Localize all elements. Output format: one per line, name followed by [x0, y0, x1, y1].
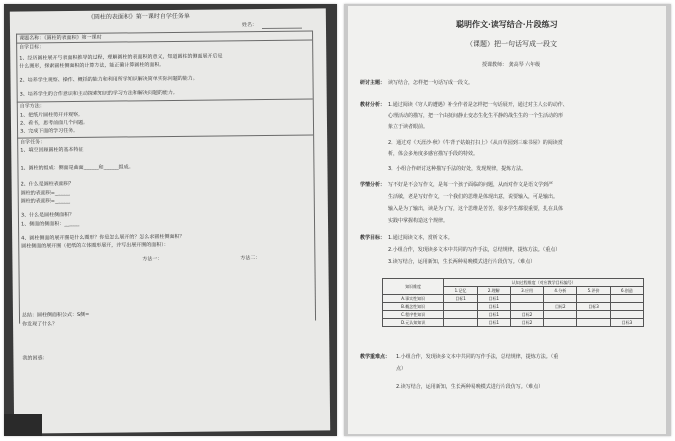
worksheet-page: [10, 8, 330, 433]
table-head-cell: 1.记忆: [444, 287, 477, 295]
question-2: 2、什么是圆柱表面积？: [20, 181, 74, 188]
table-head-cell: 4.分析: [544, 287, 577, 295]
table-row: [383, 319, 644, 327]
table-row: [383, 311, 644, 319]
table-cell: [544, 295, 577, 303]
key-line: 1.小组合作，发现读多文本中共同的写作手法，总结规律，提炼方法。（重: [396, 354, 559, 360]
name-underline: [262, 28, 302, 29]
table-cell: D.元认知知识: [383, 319, 444, 327]
analysis-label: 教材分析：: [360, 102, 386, 108]
teach-label: 教学目标：: [360, 235, 386, 241]
table-head-cell: 3.应用: [510, 287, 543, 295]
lesson-subtitle: （课题）把一句话写成一段文: [466, 40, 557, 48]
teach-line: 1.通过阅读文本，赏析文本。: [388, 235, 453, 241]
table-cell: [510, 303, 543, 311]
table-cell: 目标2: [544, 303, 577, 311]
tasks-heading: 自学任务：: [20, 139, 46, 146]
table-cell: [577, 311, 610, 319]
table-row: [383, 295, 644, 303]
analysis-line: 析，体会多角度多感官描写手段的特效。: [388, 151, 479, 157]
topic-label: 研讨主题：: [360, 80, 386, 86]
student-label: 学情分析：: [360, 182, 386, 188]
question-3: 3、什么是圆柱侧面积？: [20, 212, 75, 219]
analysis-line: 心理活动的描写，把一个由抚间静止变态生化生平静的战生生的一个生活动的形: [388, 113, 564, 119]
box-right: [312, 30, 316, 320]
student-line: 输入是为了输出，读是为了写，这个思维是苦苦，很多学生都很重要，扎在具体: [388, 206, 564, 212]
answer-line: 圆柱的表面积=______: [20, 190, 70, 197]
goal-line: 2、培养学生观察、操作、概括的能力和利用所学知识解决简单实际问题的能力。: [19, 75, 198, 84]
method-line: 1、把纸片圆柱剪开并观察。: [19, 111, 84, 119]
table-cell: 目标3: [577, 303, 610, 311]
goals-heading: 自学目标：: [19, 44, 45, 51]
analysis-line: 3．小组合作研讨这种描写手法的好处，发现规律，提炼方法。: [388, 166, 527, 172]
method-line: 2、看书，思考前面几个问题。: [19, 119, 89, 127]
topic-text: 读写结合，怎样把一句话写成一段文。: [388, 80, 474, 86]
table-head-cell: 知识维度: [383, 279, 444, 295]
table-cell: [577, 319, 610, 327]
doubts-label: 我的困惑：: [22, 355, 48, 362]
table-cell: 目标3: [610, 319, 643, 327]
answer-line: 1、侧面的侧面积：______: [20, 220, 80, 228]
table-cell: B.概念性知识: [383, 303, 444, 311]
student-line: 实践中掌握构造这个规律。: [388, 218, 449, 224]
teach-line: 2.小组合作，发现读多文本中共同的写作手法，总结规律，提炼方法。（重点）: [388, 247, 561, 253]
row-divider: [17, 98, 313, 102]
answer-line: 圆柱的表面积=______: [20, 198, 71, 205]
table-cell: 目标1: [477, 303, 510, 311]
table-head-cell: 6.创造: [610, 287, 643, 295]
method-two-label: 方法二：: [240, 255, 261, 262]
table-cell: [544, 319, 577, 327]
method-heading: 自学方法：: [19, 103, 45, 110]
table-cell: [444, 319, 477, 327]
table-row: [383, 303, 644, 311]
key-label: 教学重难点：: [360, 354, 391, 360]
table-cell: 目标2: [510, 311, 543, 319]
method-line: 3、完成下面的学习任务。: [20, 127, 79, 135]
topic-line: 课题名称：《圆柱的表面积》第一课时: [19, 34, 102, 42]
goal-line: 3、培养学生的合作意识和主动探索知识的学习方法和解决问题的能力。: [19, 89, 178, 98]
left-photo: [4, 4, 337, 436]
table-cell: [444, 303, 477, 311]
question-4: 4、圆柱侧面的展开图是什么图形？你是怎么展开的？怎么求圆柱侧面积？: [21, 233, 185, 242]
table-cell: [610, 295, 643, 303]
student-line: 写不好是不会写作文，是每一个孩子面临的问题，从而对作文是语文学到严: [388, 182, 554, 188]
table-cell: 目标1: [477, 319, 510, 327]
analysis-line: 2．通过对《天涯沙·秋》《牛背子姑娘打扫上》《从百草园到三味书屋》的阅读赏: [388, 140, 563, 146]
key-line: 2.读写结合，运用新知，生长两种易晚模式进行片段仿写。（难点）: [396, 384, 544, 390]
table-cell: [577, 295, 610, 303]
summary-line: 总结：圆柱侧面积公式：S侧=: [21, 311, 90, 319]
lesson-plan-page: [348, 6, 666, 434]
table-cell: 目标1: [444, 295, 477, 303]
name-label: 姓名：: [241, 22, 258, 29]
method-one-label: 方法一：: [142, 256, 163, 263]
student-line: 生活敏，老是写好作文，一个我们的思维是体现出意，说要输入，可是输出。: [388, 194, 559, 200]
teach-line: 3.读写结合，运用新知，生长两种易晚模式进行片段仿写。（难点）: [388, 259, 536, 265]
goal-line: 什么图形，探索圆柱侧面积的计算方法，能正确计算圆柱的面积。: [19, 62, 165, 70]
lesson-title: 聪明作文·读写结合·片段练习: [456, 19, 558, 29]
table-cell: [544, 311, 577, 319]
question-1: 1、圆柱的组成：侧面是曲面______和______组成。: [20, 164, 134, 172]
table-corner-shadow: [4, 414, 42, 436]
goal-line: 1、经历圆柱展开与表面积推导的过程，理解圆柱的表面积的意义，知道圆柱的侧面展开后是: [19, 53, 223, 62]
tasks-intro: 1、填空回顾圆柱的基本特征: [20, 146, 84, 154]
table-cell: A.事实性知识: [383, 295, 444, 303]
table-head-cell: 2.理解: [477, 287, 510, 295]
table-cell: C.程序性知识: [383, 311, 444, 319]
table-cell: [444, 311, 477, 319]
table-cell: 目标2: [510, 319, 543, 327]
answer-line: 圆柱侧面的展开图（把纸的立体图形展开，并写出展开图的面积）：: [21, 242, 169, 250]
table-title: 认知过程维度（对应教学目标编号）: [444, 279, 644, 287]
right-photo: [344, 4, 671, 436]
worksheet-title: 《圆柱的表面积》第一课时自学任务单: [87, 12, 190, 21]
summary-line-2: 你发现了什么？: [22, 321, 58, 328]
analysis-line: 象立于读者眼前。: [388, 124, 429, 130]
table-cell: [510, 295, 543, 303]
analysis-line: 1.通过阅读《穷人的遭遇》补全作者是怎样把一句话展开，通过对主人公的动作、: [388, 102, 568, 108]
table-cell: [610, 311, 643, 319]
key-line: 点）: [396, 366, 407, 372]
box-top: [16, 31, 312, 35]
table-cell: 目标1: [477, 311, 510, 319]
table-cell: [610, 303, 643, 311]
cognitive-table: [382, 278, 644, 327]
byline: 授课教师： 龚高琴 六年级: [482, 62, 541, 68]
row-divider: [17, 134, 313, 138]
table-cell: 目标1: [477, 295, 510, 303]
table-head-cell: 5.评价: [577, 287, 610, 295]
